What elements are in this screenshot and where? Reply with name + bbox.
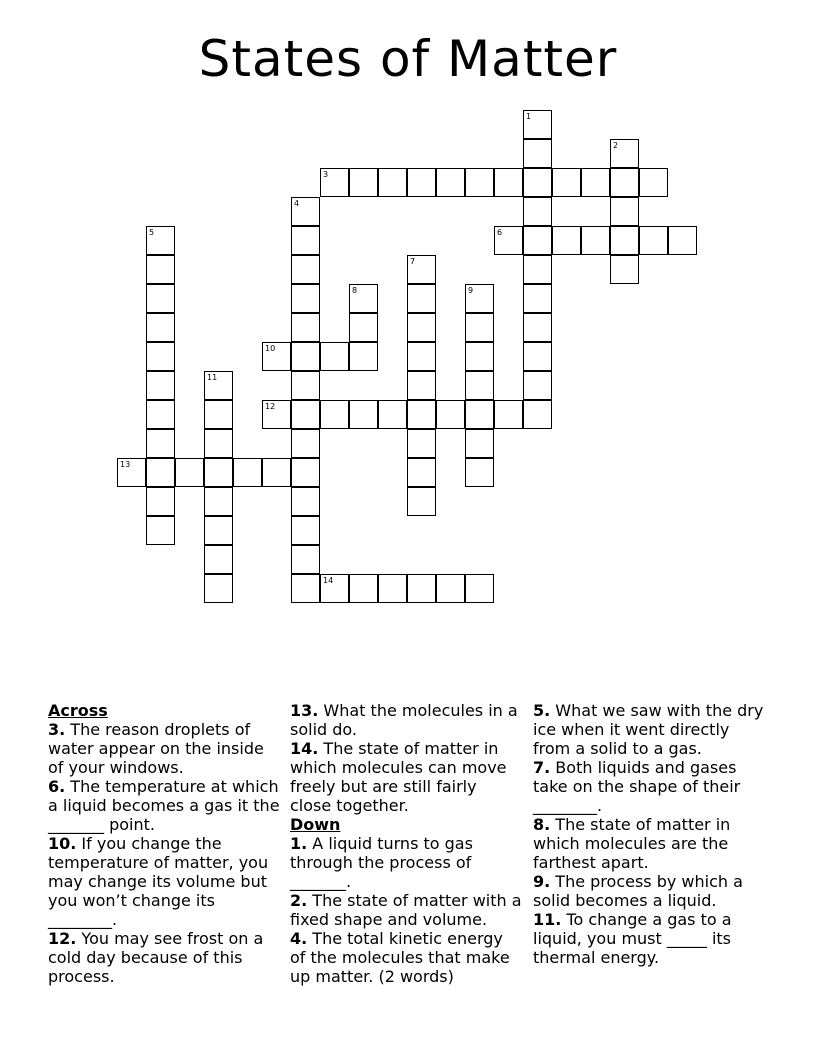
down-heading: Down [290,815,341,834]
clue-number: 3 [323,170,329,179]
grid-cell[interactable] [291,545,320,574]
clue-item [290,929,522,986]
clue-item [533,872,765,910]
grid-cell[interactable] [378,574,407,603]
clue-number: 13 [120,460,131,469]
grid-cell[interactable] [204,487,233,516]
clue-number-label: 14. [290,739,319,758]
clue-item [290,739,522,815]
clue-number-label: 9. [533,872,551,891]
grid-cell[interactable] [320,400,349,429]
grid-cell[interactable] [465,313,494,342]
grid-cell[interactable] [349,574,378,603]
grid-cell[interactable] [262,458,291,487]
clue-number-label: 6. [48,777,66,796]
grid-cell[interactable] [465,371,494,400]
grid-cell[interactable] [146,429,175,458]
grid-cell[interactable] [146,342,175,371]
grid-cell[interactable] [523,110,552,139]
grid-cell[interactable] [494,400,523,429]
clue-text: The state of matter with a fixed shape and volume. [290,891,522,929]
grid-cell[interactable] [610,226,639,255]
grid-cell[interactable] [610,139,639,168]
grid-cell[interactable] [146,516,175,545]
grid-cell[interactable] [668,226,697,255]
clue-number: 14 [323,576,334,585]
clue-number: 7 [410,257,416,266]
grid-cell[interactable] [204,458,233,487]
grid-cell[interactable] [146,226,175,255]
grid-cell[interactable] [320,574,349,603]
grid-cell[interactable] [146,284,175,313]
grid-cell[interactable] [349,168,378,197]
clue-item [48,834,280,929]
grid-cell[interactable] [204,400,233,429]
grid-cell[interactable] [407,255,436,284]
clue-text: A liquid turns to gas through the process of _______. [290,834,473,891]
clue-text: The temperature at which a liquid becomes a gas it the _______ point. [48,777,280,834]
grid-cell[interactable] [233,458,262,487]
grid-cell[interactable] [262,400,291,429]
clue-text: What we saw with the dry ice when it went directly from a solid to a gas. [533,701,764,758]
clue-number: 1 [526,112,532,121]
grid-cell[interactable] [465,458,494,487]
grid-cell[interactable] [146,371,175,400]
grid-cell[interactable] [436,574,465,603]
clue-text: The state of matter in which molecules are the farthest apart. [533,815,731,872]
grid-cell[interactable] [465,168,494,197]
grid-cell[interactable] [407,284,436,313]
clues-column-3 [533,701,765,967]
clue-text: The reason droplets of water appear on the inside of your windows. [48,720,264,777]
grid-cell[interactable] [523,313,552,342]
grid-cell[interactable] [146,400,175,429]
grid-cell[interactable] [175,458,204,487]
clue-number-label: 12. [48,929,77,948]
grid-cell[interactable] [407,429,436,458]
clue-text: You may see frost on a cold day because of this process. [48,929,264,986]
grid-cell[interactable] [610,255,639,284]
grid-cell[interactable] [494,168,523,197]
clue-number: 11 [207,373,218,382]
clue-number: 2 [613,141,619,150]
clue-item [533,758,765,815]
grid-cell[interactable] [204,516,233,545]
grid-cell[interactable] [320,342,349,371]
grid-cell[interactable] [117,458,146,487]
grid-cell[interactable] [291,429,320,458]
clue-number-label: 8. [533,815,551,834]
clue-number-label: 2. [290,891,308,910]
clue-number: 5 [149,228,155,237]
grid-cell[interactable] [291,487,320,516]
grid-cell[interactable] [291,255,320,284]
clue-item [533,910,765,967]
clues-column-1 [48,701,280,986]
grid-cell[interactable] [407,168,436,197]
grid-cell[interactable] [291,197,320,226]
grid-cell[interactable] [581,168,610,197]
clue-item [48,777,280,834]
grid-cell[interactable] [523,371,552,400]
clue-text: To change a gas to a liquid, you must _____ its thermal energy. [533,910,732,967]
grid-cell[interactable] [291,516,320,545]
grid-cell[interactable] [378,400,407,429]
grid-cell[interactable] [349,284,378,313]
grid-cell[interactable] [523,197,552,226]
grid-cell[interactable] [146,458,175,487]
grid-cell[interactable] [639,226,668,255]
grid-cell[interactable] [407,371,436,400]
grid-cell[interactable] [262,342,291,371]
grid-cell[interactable] [204,429,233,458]
clue-number-label: 7. [533,758,551,777]
grid-cell[interactable] [349,400,378,429]
grid-cell[interactable] [523,284,552,313]
grid-cell[interactable] [407,458,436,487]
grid-cell[interactable] [523,168,552,197]
clue-number: 4 [294,199,300,208]
grid-cell[interactable] [146,255,175,284]
grid-cell[interactable] [407,400,436,429]
clue-text: What the molecules in a solid do. [290,701,518,739]
grid-cell[interactable] [523,342,552,371]
clue-item [290,834,522,891]
grid-cell[interactable] [291,574,320,603]
grid-cell[interactable] [523,226,552,255]
puzzle-title: States of Matter [198,30,618,88]
grid-cell[interactable] [436,168,465,197]
grid-cell[interactable] [465,574,494,603]
grid-cell[interactable] [291,342,320,371]
grid-cell[interactable] [610,168,639,197]
grid-cell[interactable] [291,313,320,342]
grid-cell[interactable] [610,197,639,226]
grid-cell[interactable] [523,255,552,284]
grid-cell[interactable] [436,400,465,429]
grid-cell[interactable] [465,342,494,371]
grid-cell[interactable] [291,400,320,429]
clue-text: The total kinetic energy of the molecules that make up matter. (2 words) [290,929,510,986]
grid-cell[interactable] [320,168,349,197]
clue-number-label: 13. [290,701,319,720]
clue-number: 12 [265,402,276,411]
grid-cell[interactable] [291,371,320,400]
grid-cell[interactable] [349,342,378,371]
clue-text: The process by which a solid becomes a liquid. [533,872,743,910]
clue-item [290,701,522,739]
clue-item [290,891,522,929]
grid-cell[interactable] [146,313,175,342]
grid-cell[interactable] [552,168,581,197]
grid-cell[interactable] [204,371,233,400]
grid-cell[interactable] [378,168,407,197]
grid-cell[interactable] [291,284,320,313]
grid-cell[interactable] [146,487,175,516]
clue-text: The state of matter in which molecules can move freely but are still fairly close together. [290,739,507,815]
clue-item [533,815,765,872]
clue-item [48,720,280,777]
across-heading: Across [48,701,108,720]
clue-text: Both liquids and gases take on the shape of their ________. [533,758,741,815]
grid-cell[interactable] [204,574,233,603]
grid-cell[interactable] [407,487,436,516]
clue-text: If you change the temperature of matter, you may change its volume but you won’t change its ________. [48,834,269,929]
grid-cell[interactable] [494,226,523,255]
grid-cell[interactable] [349,313,378,342]
grid-cell[interactable] [465,284,494,313]
clues-column-2 [290,701,522,986]
grid-cell[interactable] [465,400,494,429]
clue-number-label: 1. [290,834,308,853]
clue-number: 6 [497,228,503,237]
grid-cell[interactable] [639,168,668,197]
grid-cell[interactable] [407,313,436,342]
grid-cell[interactable] [407,342,436,371]
grid-cell[interactable] [407,574,436,603]
grid-cell[interactable] [291,226,320,255]
clue-item [48,929,280,986]
clue-number: 8 [352,286,358,295]
grid-cell[interactable] [523,400,552,429]
clue-number-label: 4. [290,929,308,948]
grid-cell[interactable] [552,226,581,255]
clue-number-label: 11. [533,910,562,929]
clue-number-label: 5. [533,701,551,720]
grid-cell[interactable] [523,139,552,168]
clue-number: 10 [265,344,276,353]
grid-cell[interactable] [291,458,320,487]
grid-cell[interactable] [204,545,233,574]
grid-cell[interactable] [465,429,494,458]
clue-item [533,701,765,758]
grid-cell[interactable] [581,226,610,255]
clue-number-label: 10. [48,834,77,853]
clue-number-label: 3. [48,720,66,739]
clue-number: 9 [468,286,474,295]
